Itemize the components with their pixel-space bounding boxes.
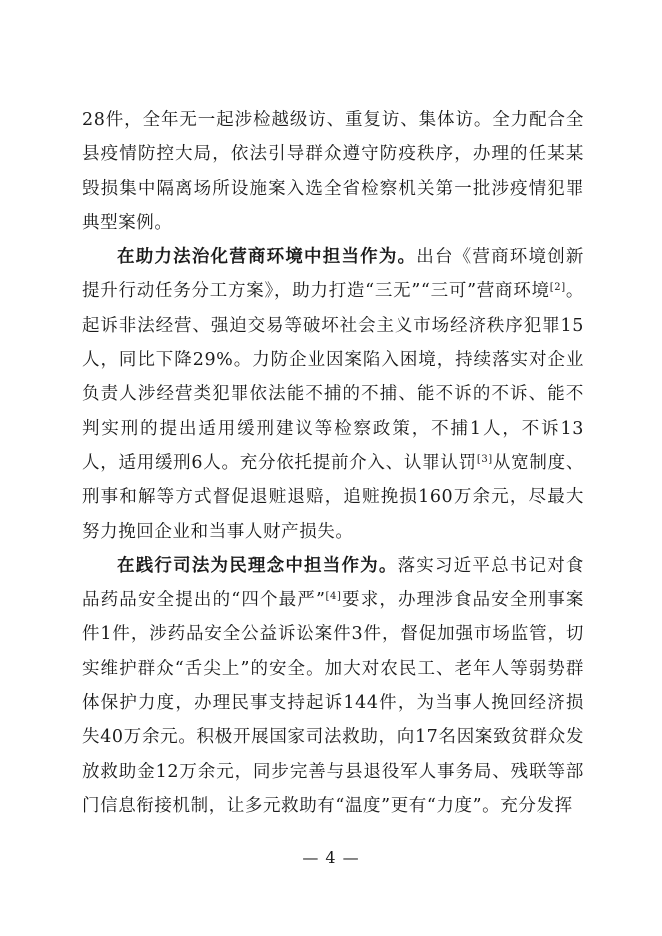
paragraph-1-text: 28件，全年无一起涉检越级访、重复访、集体访。全力配合全县疫情防控大局，依法引导群众遵守防疫秩序，办理的任某某毁损集中隔离场所设施案入选全省检察机关第一批涉疫情犯罪典型案例。 <box>82 110 584 233</box>
paragraph-3-text-a: 落实习近平总书记对食品药品安全提出的“四个最严” <box>82 555 584 611</box>
paragraph-3-heading: 在践行司法为民理念中担当作为。 <box>117 555 398 576</box>
paragraph-1 <box>82 103 584 240</box>
paragraph-2 <box>82 240 584 549</box>
page-number: — 4 — <box>302 848 360 867</box>
paragraph-2-text-c: 从宽制度、刑事和解等方式督促退赃退赔，追赃挽损160万余元，尽最大努力挽回企业和当事人财产损失。 <box>82 452 584 542</box>
footnote-ref-2: [2] <box>549 282 566 294</box>
paragraph-3-text-b: 要求，办理涉食品安全刑事案件1件，涉药品安全公益诉讼案件3件，督促加强市场监管，切实维护群众“舌尖上”的安全。加大对农民工、老年人等弱势群体保护力度，办理民事支持起诉144件，为当事人挽回经济损失40万余元。积极开展国家司法救助，向17名因案致贫群众发放救助金12万余元，同步完善与县退役军人事务局、残联等部门信息衔接机制，让多元救助有“温度”更有“力度”。充分发挥 <box>82 590 584 816</box>
body-text <box>82 103 584 823</box>
paragraph-2-text-a: 出台《营商环境创新提升行动任务分工方案》，助力打造“三无”“三可”营商环境 <box>82 247 584 302</box>
paragraph-2-text-b: 。起诉非法经营、强迫交易等破坏社会主义市场经济秩序犯罪15人，同比下降29%。力防企业因案陷入困境，持续落实对企业负责人涉经营类犯罪依法能不捕的不捕、能不诉的不诉、能不判实刑的提出适用缓刑建议等检察政策，不捕1人，不诉13人，适用缓刑6人。充分依托提前介入、认罪认罚 <box>82 281 584 473</box>
paragraph-2-heading: 在助力法治化营商环境中担当作为。 <box>117 247 417 268</box>
footnote-ref-4: [4] <box>325 591 342 603</box>
paragraph-3 <box>82 549 584 823</box>
footnote-ref-3: [3] <box>476 453 493 465</box>
